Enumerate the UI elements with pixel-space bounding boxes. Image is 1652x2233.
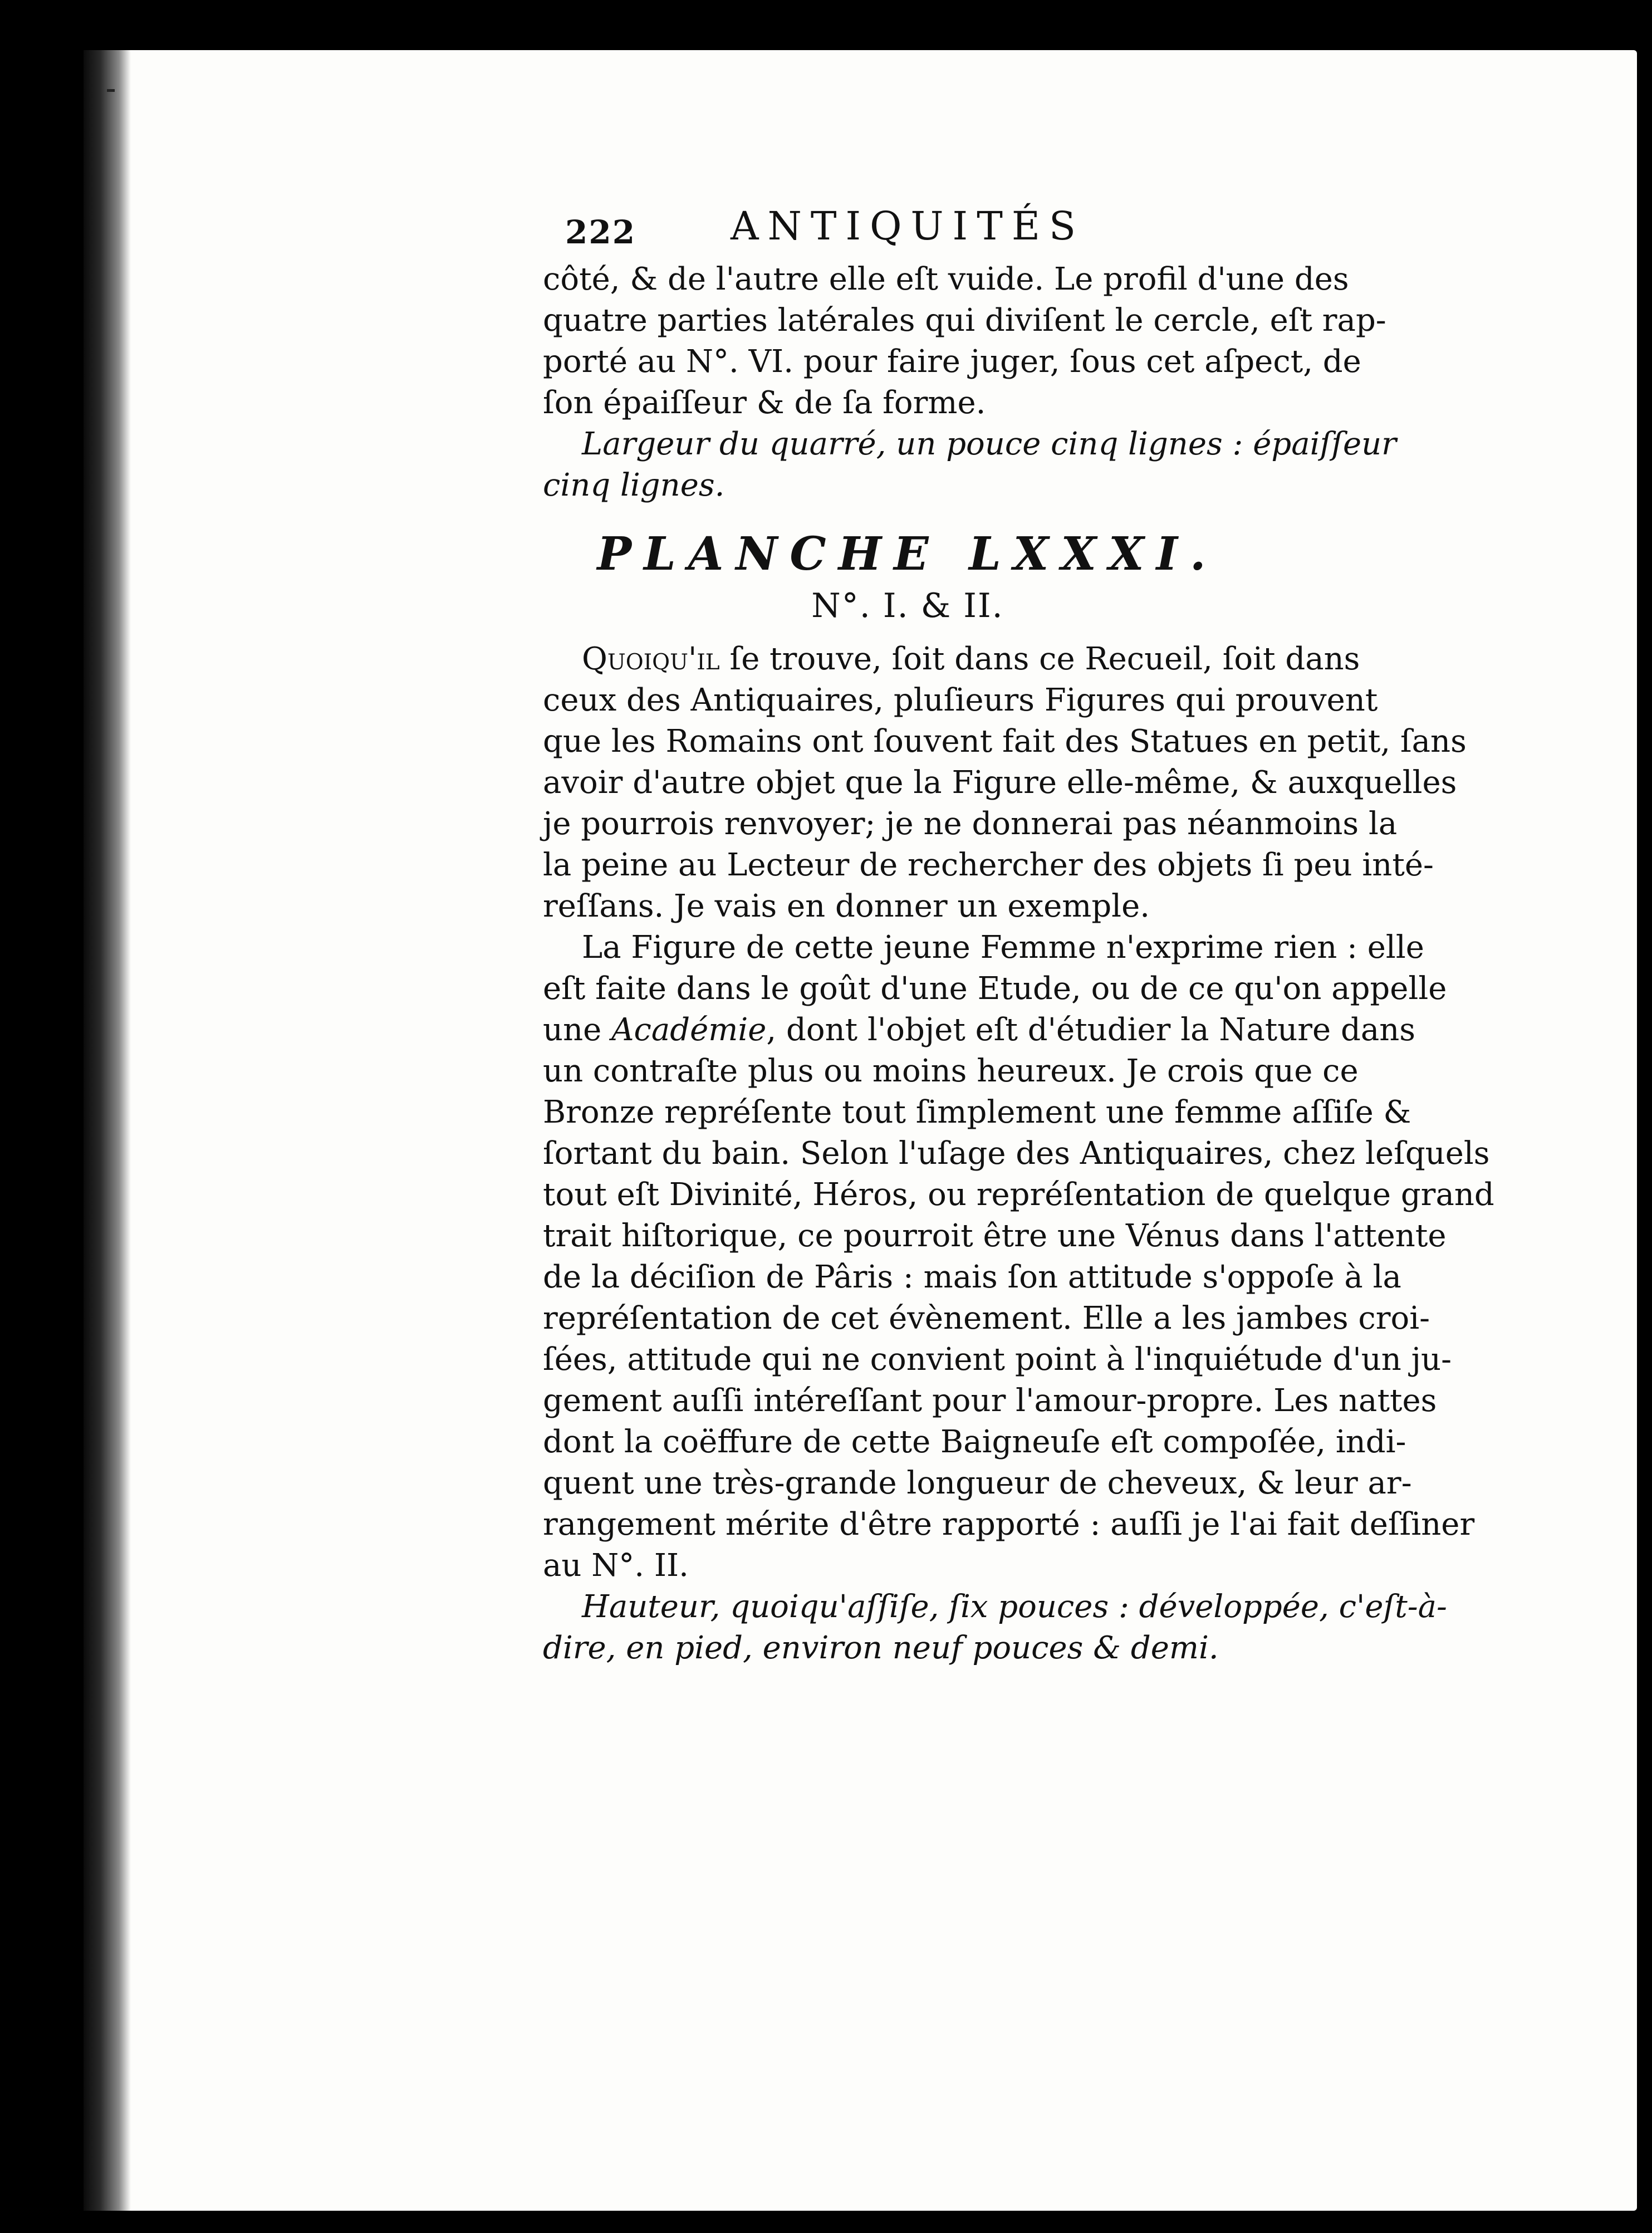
text-line: ſortant du bain. Selon l'uſage des Antiquaires, chez leſquels (543, 1135, 1490, 1172)
text-line: porté au N°. VI. pour faire juger, ſous cet aſpect, de (543, 344, 1361, 380)
text-line: eſt faite dans le goût d'une Etude, ou de ce qu'on appelle (543, 971, 1447, 1007)
page-text (543, 203, 1494, 1669)
text-line: de la déciſion de Pâris : mais ſon attitude s'oppoſe à la (543, 1259, 1401, 1295)
text-line: dire, en pied, environ neuf pouces & demi. (543, 1630, 1219, 1666)
text-line: je pourrois renvoyer; je ne donnerai pas néanmoins la (543, 806, 1398, 842)
text-line: au N°. II. (543, 1548, 689, 1584)
italic-term: Académie (611, 1012, 767, 1048)
text-line: Hauteur, quoiqu'aſſiſe, ſix pouces : développée, c'eſt-à- (582, 1589, 1447, 1625)
running-title: ANTIQUITÉS (731, 203, 1085, 249)
text-line: Largeur du quarré, un pouce cinq lignes : épaiſſeur (582, 426, 1396, 462)
page-number: 222 (565, 213, 636, 251)
text-line: avoir d'autre objet que la Figure elle-même, & auxquelles (543, 765, 1457, 801)
text-line: la peine au Lecteur de rechercher des objets ſi peu inté- (543, 847, 1434, 883)
text-line: tout eſt Divinité, Héros, ou repréſentation de quelque grand (543, 1177, 1494, 1213)
scan-speck (107, 89, 115, 92)
text-line: trait hiſtorique, ce pourroit être une Vénus dans l'attente (543, 1218, 1447, 1254)
plate-subtitle: N°. I. & II. (811, 586, 1004, 625)
text-line: ſon épaiſſeur & de ſa forme. (543, 385, 986, 421)
text-line: ſées, attitude qui ne convient point à l'inquiétude d'un ju- (543, 1341, 1452, 1378)
measurement-note-1 (543, 424, 1396, 506)
text-fragment: , dont l'objet eſt d'étudier la Nature dans (766, 1012, 1416, 1048)
text-fragment: une (543, 1012, 612, 1048)
measurement-note-2 (543, 1586, 1447, 1669)
text-line: cinq lignes. (543, 467, 725, 503)
binding-shadow (84, 50, 131, 2211)
paragraph-1 (543, 639, 1467, 927)
text-line: que les Romains ont ſouvent fait des Statues en petit, ſans (543, 723, 1467, 760)
text-line (543, 1010, 1416, 1051)
text-line: La Figure de cette jeune Femme n'exprime rien : elle (582, 929, 1424, 966)
text-line: gement auſſi intéreſſant pour l'amour-propre. Les nattes (543, 1383, 1437, 1419)
text-line: dont la coëffure de cette Baigneuſe eſt compoſée, indi- (543, 1424, 1406, 1460)
continued-paragraph (543, 259, 1386, 424)
text-line: ceux des Antiquaires, pluſieurs Figures qui prouvent (543, 682, 1378, 718)
paragraph-2 (543, 927, 1494, 1586)
text-line: repréſentation de cet évènement. Elle a les jambes croi- (543, 1300, 1430, 1336)
plate-title: PLANCHE LXXXI. (597, 527, 1218, 581)
running-head (543, 203, 1272, 259)
dropcap-word: Quoiqu'il (582, 641, 720, 677)
first-line-text: ſe trouve, ſoit dans ce Recueil, ſoit dans (719, 641, 1360, 677)
text-line: côté, & de l'autre elle eſt vuide. Le profil d'une des (543, 261, 1349, 297)
text-line: un contraſte plus ou moins heureux. Je crois que ce (543, 1053, 1359, 1089)
text-line (543, 639, 1360, 680)
text-line: Bronze repréſente tout ſimplement une femme aſſiſe & (543, 1094, 1411, 1130)
text-line: quatre parties latérales qui diviſent le cercle, eſt rap- (543, 302, 1386, 339)
text-line: reſſans. Je vais en donner un exemple. (543, 888, 1150, 924)
text-line: rangement mérite d'être rapporté : auſſi je l'ai fait deſſiner (543, 1506, 1475, 1542)
text-line: quent une très-grande longueur de cheveux, & leur ar- (543, 1465, 1412, 1501)
